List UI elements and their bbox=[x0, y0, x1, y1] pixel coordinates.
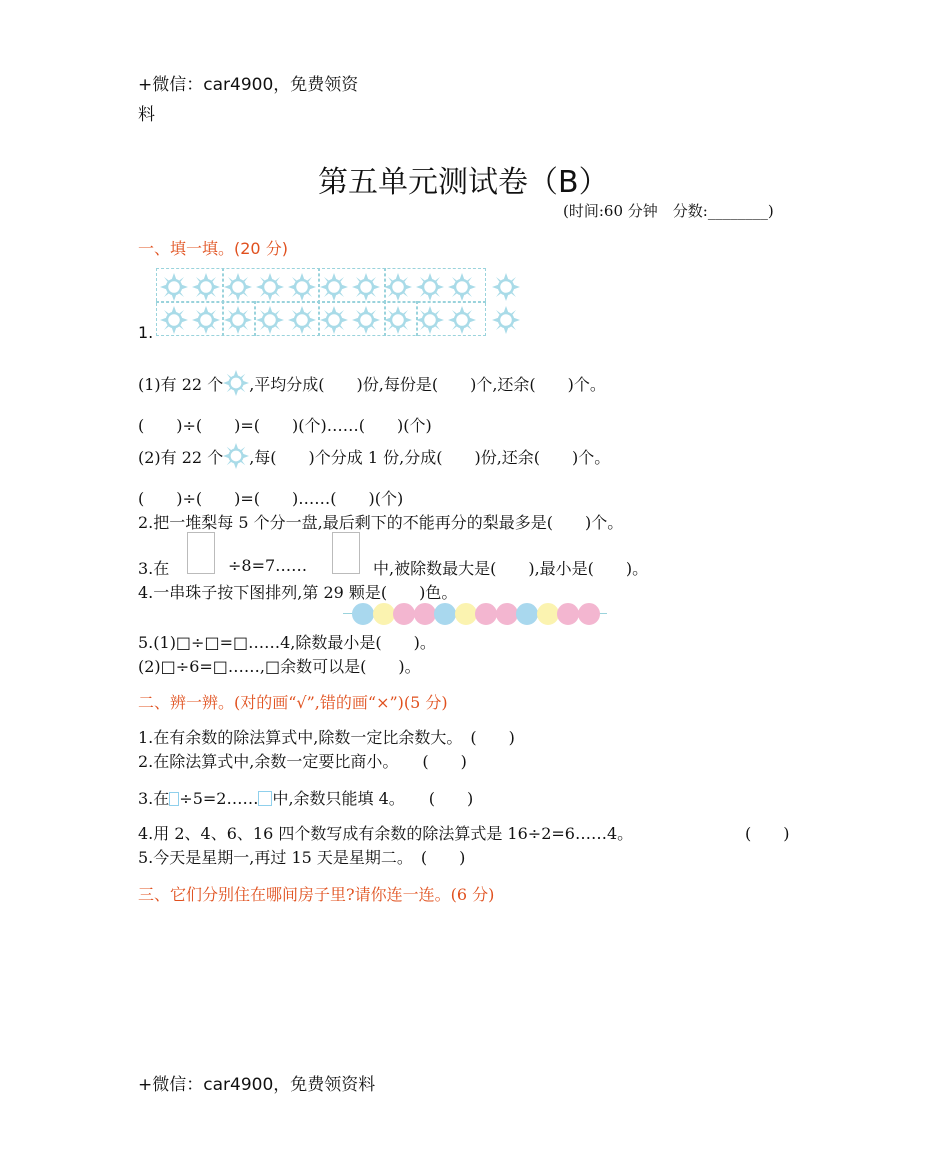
sun-icon bbox=[384, 273, 412, 301]
q3-blank-box-1[interactable] bbox=[187, 532, 215, 574]
judge-item-3-pre: 3.在 bbox=[138, 789, 170, 808]
section3-heading: 三、它们分别住在哪间房子里?请你连一连。(6 分) bbox=[138, 885, 495, 904]
sun-icon bbox=[192, 273, 220, 301]
q1-2-equation: ( )÷( )=( )……( )(个) bbox=[138, 489, 404, 508]
sun-icon bbox=[224, 273, 252, 301]
bead bbox=[373, 603, 395, 625]
sun-icon bbox=[256, 273, 284, 301]
sun-icon bbox=[320, 306, 348, 334]
q3-mid: ÷8=7…… bbox=[228, 556, 308, 575]
grid-divider bbox=[222, 301, 224, 336]
judge-item-3 bbox=[138, 786, 473, 809]
sun-icon bbox=[492, 273, 520, 301]
judge-item-5: 5.今天是星期一,再过 15 天是星期二。 ( ) bbox=[138, 848, 466, 867]
grid-divider bbox=[254, 301, 256, 336]
section2-heading: 二、辨一辨。(对的画“√”,错的画“×”)(5 分) bbox=[138, 693, 448, 712]
bead bbox=[516, 603, 538, 625]
q5-1-text: 5.(1)□÷□=□……4,除数最小是( )。 bbox=[138, 633, 436, 652]
bead bbox=[455, 603, 477, 625]
bead bbox=[496, 603, 518, 625]
q3-post: 中,被除数最大是( ),最小是( )。 bbox=[373, 559, 649, 578]
sun-icon bbox=[192, 306, 220, 334]
q1-1-text: (1)有 22 个 bbox=[138, 375, 224, 394]
q3-pre: 3.在 bbox=[138, 559, 170, 578]
bead bbox=[578, 603, 600, 625]
judge-item-4: 4.用 2、4、6、16 四个数写成有余数的除法算式是 16÷2=6……4。 bbox=[138, 824, 634, 843]
sun-icon bbox=[160, 306, 188, 334]
bead bbox=[414, 603, 436, 625]
q5-2-text: (2)□÷6=□……,□余数可以是( )。 bbox=[138, 657, 421, 676]
judge-item-3-post: 中,余数只能填 4。 ( ) bbox=[272, 789, 474, 808]
sun-icon bbox=[416, 306, 444, 334]
judge-item-2: 2.在除法算式中,余数一定要比商小。 ( ) bbox=[138, 752, 467, 771]
grid-divider bbox=[318, 301, 320, 336]
q4-text: 4.一串珠子按下图排列,第 29 颗是( )色。 bbox=[138, 583, 458, 602]
grid-divider bbox=[384, 268, 386, 303]
judge-item-1: 1.在有余数的除法算式中,除数一定比余数大。 ( ) bbox=[138, 728, 515, 747]
sun-icon bbox=[492, 306, 520, 334]
bead bbox=[352, 603, 374, 625]
bead bbox=[557, 603, 579, 625]
sun-icon bbox=[288, 306, 316, 334]
q1-2-line bbox=[138, 443, 610, 469]
q1-1-equation: ( )÷( )=( )(个)……( )(个) bbox=[138, 416, 432, 435]
sun-icon bbox=[384, 306, 412, 334]
q1-label: 1. bbox=[138, 323, 154, 342]
section1-heading: 一、填一填。(20 分) bbox=[138, 239, 288, 258]
bead bbox=[434, 603, 456, 625]
sun-icon bbox=[416, 273, 444, 301]
page-title: 第五单元测试卷（B） bbox=[318, 165, 609, 200]
bead bbox=[537, 603, 559, 625]
header-watermark: +微信：car4900，免费领资 bbox=[138, 75, 359, 95]
sun-icon bbox=[288, 273, 316, 301]
q1-2-text-2: ,每( )个分成 1 份,分成( )份,还余( )个。 bbox=[249, 448, 611, 467]
grid-divider bbox=[416, 301, 418, 336]
sun-icon bbox=[352, 306, 380, 334]
q2-text: 2.把一堆梨每 5 个分一盘,最后剩下的不能再分的梨最多是( )个。 bbox=[138, 513, 624, 532]
judge-item-3-mid: ÷5=2…… bbox=[179, 789, 259, 808]
sun-icon bbox=[160, 273, 188, 301]
sun-icon bbox=[352, 273, 380, 301]
q3-blank-box-2[interactable] bbox=[332, 532, 360, 574]
q1-1-line bbox=[138, 370, 606, 396]
sun-icon bbox=[224, 306, 252, 334]
header-watermark-2: 料 bbox=[138, 105, 155, 125]
bead bbox=[393, 603, 415, 625]
grid-divider bbox=[156, 301, 486, 303]
sun-icon bbox=[448, 306, 476, 334]
sun-icon bbox=[448, 273, 476, 301]
sun-icon bbox=[256, 306, 284, 334]
footer-watermark: +微信：car4900，免费领资料 bbox=[138, 1075, 376, 1095]
grid-divider bbox=[318, 268, 320, 303]
sun-icon bbox=[223, 443, 249, 469]
blank-box[interactable] bbox=[169, 792, 179, 806]
sun-icon bbox=[223, 370, 249, 396]
bead bbox=[475, 603, 497, 625]
grid-divider bbox=[384, 301, 386, 336]
judge-item-4-paren: ( ) bbox=[745, 824, 790, 843]
grid-divider bbox=[222, 268, 224, 303]
q1-2-text: (2)有 22 个 bbox=[138, 448, 224, 467]
sun-icon bbox=[320, 273, 348, 301]
blank-box[interactable] bbox=[258, 791, 272, 806]
q1-1-text-2: ,平均分成( )份,每份是( )个,还余( )个。 bbox=[249, 375, 606, 394]
time-score: (时间:60 分钟 分数:________) bbox=[563, 202, 774, 220]
